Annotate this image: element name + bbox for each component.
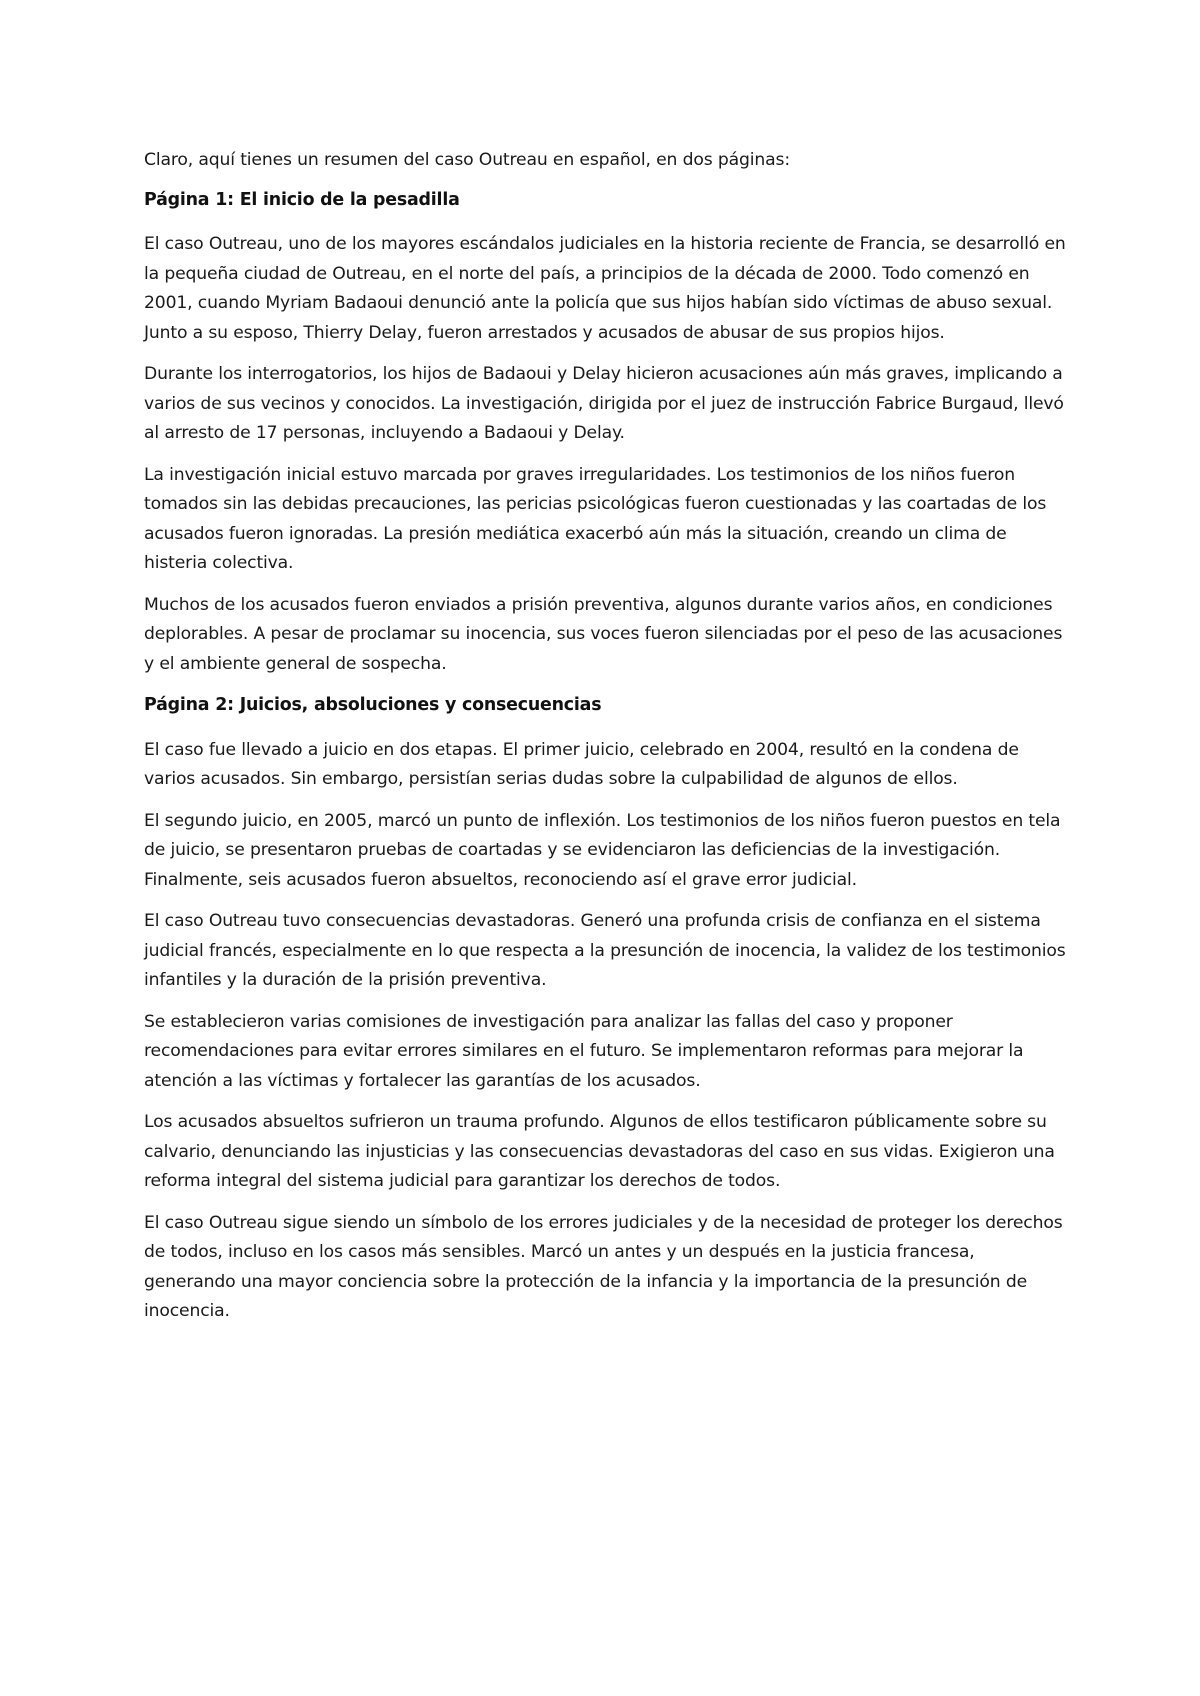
intro-paragraph: Claro, aquí tienes un resumen del caso Outreau en español, en dos páginas: <box>144 150 790 170</box>
section-heading-page-2: Página 2: Juicios, absoluciones y consecuencias <box>144 695 602 715</box>
paragraph: Los acusados absueltos sufrieron un trauma profundo. Algunos de ellos testificaron públicamente sobre su calvario, denunciando las injusticias y las consecuencias devastadoras del caso en sus vidas. Exigieron una reforma integral del sistema judicial para garantizar los derechos de todos. <box>144 1112 1055 1191</box>
paragraph: El segundo juicio, en 2005, marcó un punto de inflexión. Los testimonios de los niños fueron puestos en tela de juicio, se presentaron pruebas de coartadas y se evidenciaron las deficiencias de la investigación. Finalmente, seis acusados fueron absueltos, reconociendo así el grave error judicial. <box>144 810 1061 890</box>
paragraph: Se establecieron varias comisiones de investigación para analizar las fallas del caso y proponer recomendaciones para evitar errores similares en el futuro. Se implementaron reformas para mejorar la atención a las víctimas y fortalecer las garantías de los acusados. <box>144 1011 1024 1091</box>
paragraph: El caso fue llevado a juicio en dos etapas. El primer juicio, celebrado en 2004, resultó en la condena de varios acusados. Sin embargo, persistían serias dudas sobre la culpabilidad de algunos de ellos. <box>144 739 1019 789</box>
paragraph: El caso Outreau sigue siendo un símbolo de los errores judiciales y de la necesidad de proteger los derechos de todos, incluso en los casos más sensibles. Marcó un antes y un después en la justicia francesa, generando una mayor conciencia sobre la protección de la infancia y la importancia de la presunción de inocencia. <box>144 1212 1063 1321</box>
paragraph: Muchos de los acusados fueron enviados a prisión preventiva, algunos durante varios años, en condiciones deplorables. A pesar de proclamar su inocencia, sus voces fueron silenciadas por el peso de las acusaciones y el ambiente general de sospecha. <box>144 594 1063 674</box>
paragraph: El caso Outreau tuvo consecuencias devastadoras. Generó una profunda crisis de confianza en el sistema judicial francés, especialmente en lo que respecta a la presunción de inocencia, la validez de los testimonios infantiles y la duración de la prisión preventiva. <box>144 911 1066 990</box>
paragraph: El caso Outreau, uno de los mayores escándalos judiciales en la historia reciente de Francia, se desarrolló en la pequeña ciudad de Outreau, en el norte del país, a principios de la década de 2000. Todo comenzó en 2001, cuando Myriam Badaoui denunció ante la policía que sus hijos habían sido víctimas de abuso sexual. Junto a su esposo, Thierry Delay, fueron arrestados y acusados de abusar de sus propios hijos. <box>144 234 1066 343</box>
section-heading-page-1: Página 1: El inicio de la pesadilla <box>144 189 460 210</box>
paragraph: Durante los interrogatorios, los hijos de Badaoui y Delay hicieron acusaciones aún más graves, implicando a varios de sus vecinos y conocidos. La investigación, dirigida por el juez de instrucción Fabrice Burgaud, llevó al arresto de 17 personas, incluyendo a Badaoui y Delay. <box>144 364 1064 443</box>
paragraph: La investigación inicial estuvo marcada por graves irregularidades. Los testimonios de los niños fueron tomados sin las debidas precauciones, las pericias psicológicas fueron cuestionadas y las coartadas de los acusados fueron ignoradas. La presión mediática exacerbó aún más la situación, creando un clima de histeria colectiva. <box>144 464 1047 573</box>
document-body <box>144 146 1069 1339</box>
